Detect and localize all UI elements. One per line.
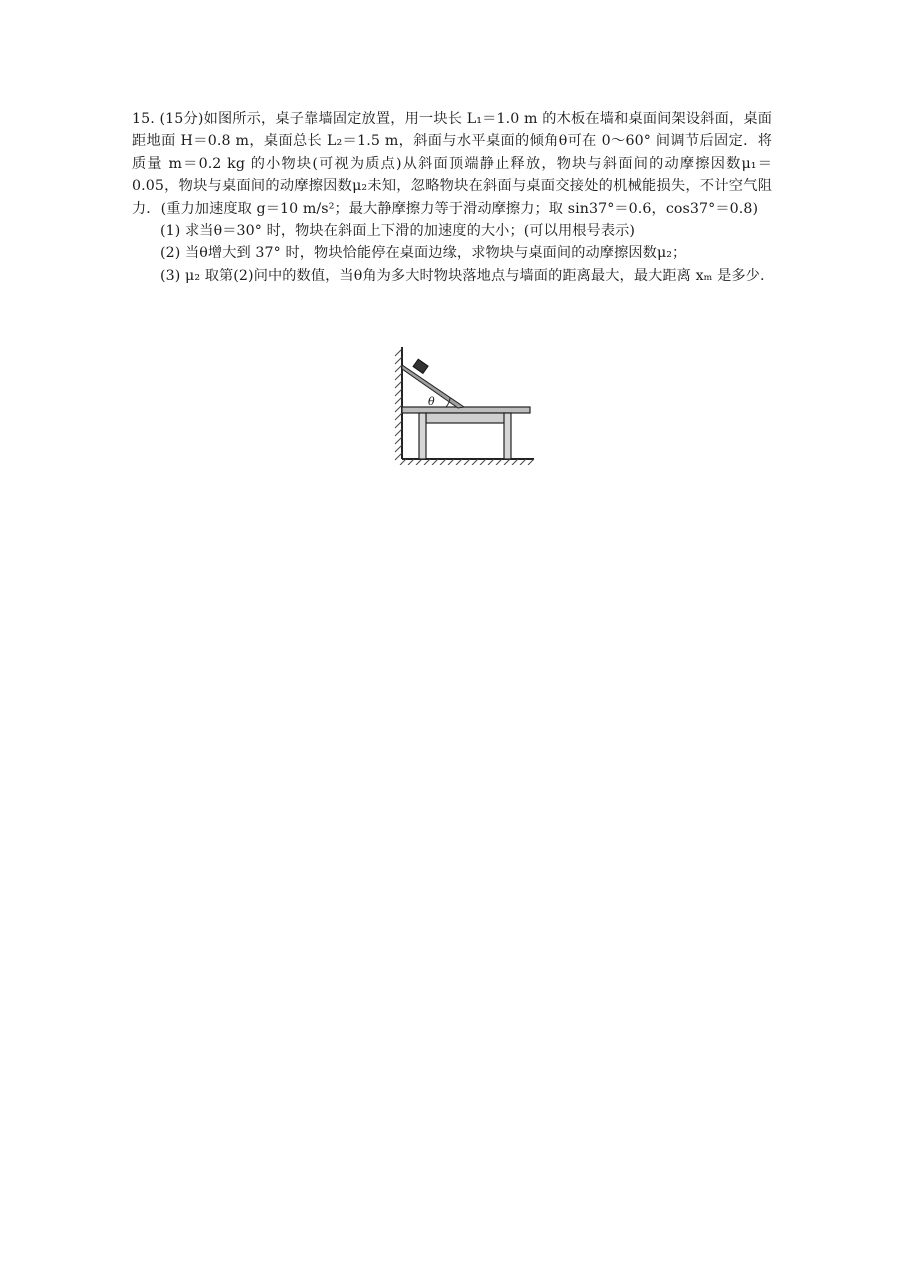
table-leg-left <box>419 413 426 459</box>
angle-label: θ <box>428 395 435 408</box>
question-1: (1) 求当θ＝30° 时，物块在斜面上下滑的加速度的大小；(可以用根号表示) <box>160 223 636 240</box>
problem-text <box>132 108 772 287</box>
block <box>413 359 428 373</box>
incline-table-diagram <box>392 345 538 465</box>
problem-stem: 15. (15分)如图所示，桌子靠墙固定放置，用一块长 L₁＝1.0 m 的木板在墙和桌面间架设斜面，桌面距地面 H＝0.8 m，桌面总长 L₂＝1.5 m，斜面与水平桌面的倾角θ可在 0～60° 间调节后固定．将质量 m＝0.2 kg 的小物块(可视为质点)从斜面顶端静止释放，物块与斜面间的动摩擦因数μ₁＝0.05，物块与桌面间的动摩擦因数μ₂未知，忽略物块在斜面与桌面交接处的机械能损失，不计空气阻力．(重力加速度取 g＝10 m/s²；最大静摩擦力等于滑动摩擦力；取 sin37°＝0.6，cos37°＝0.8) <box>132 111 772 217</box>
question-3: (3) μ₂ 取第(2)问中的数值，当θ角为多大时物块落地点与墙面的距离最大，最大距离 xₘ 是多少. <box>160 267 765 284</box>
table-apron <box>426 413 506 423</box>
table-top <box>402 407 530 413</box>
wall-hatching <box>395 349 402 460</box>
table-leg-right <box>504 413 511 459</box>
question-2: (2) 当θ增大到 37° 时，物块恰能停在桌面边缘，求物块与桌面间的动摩擦因数μ₂； <box>160 245 687 262</box>
